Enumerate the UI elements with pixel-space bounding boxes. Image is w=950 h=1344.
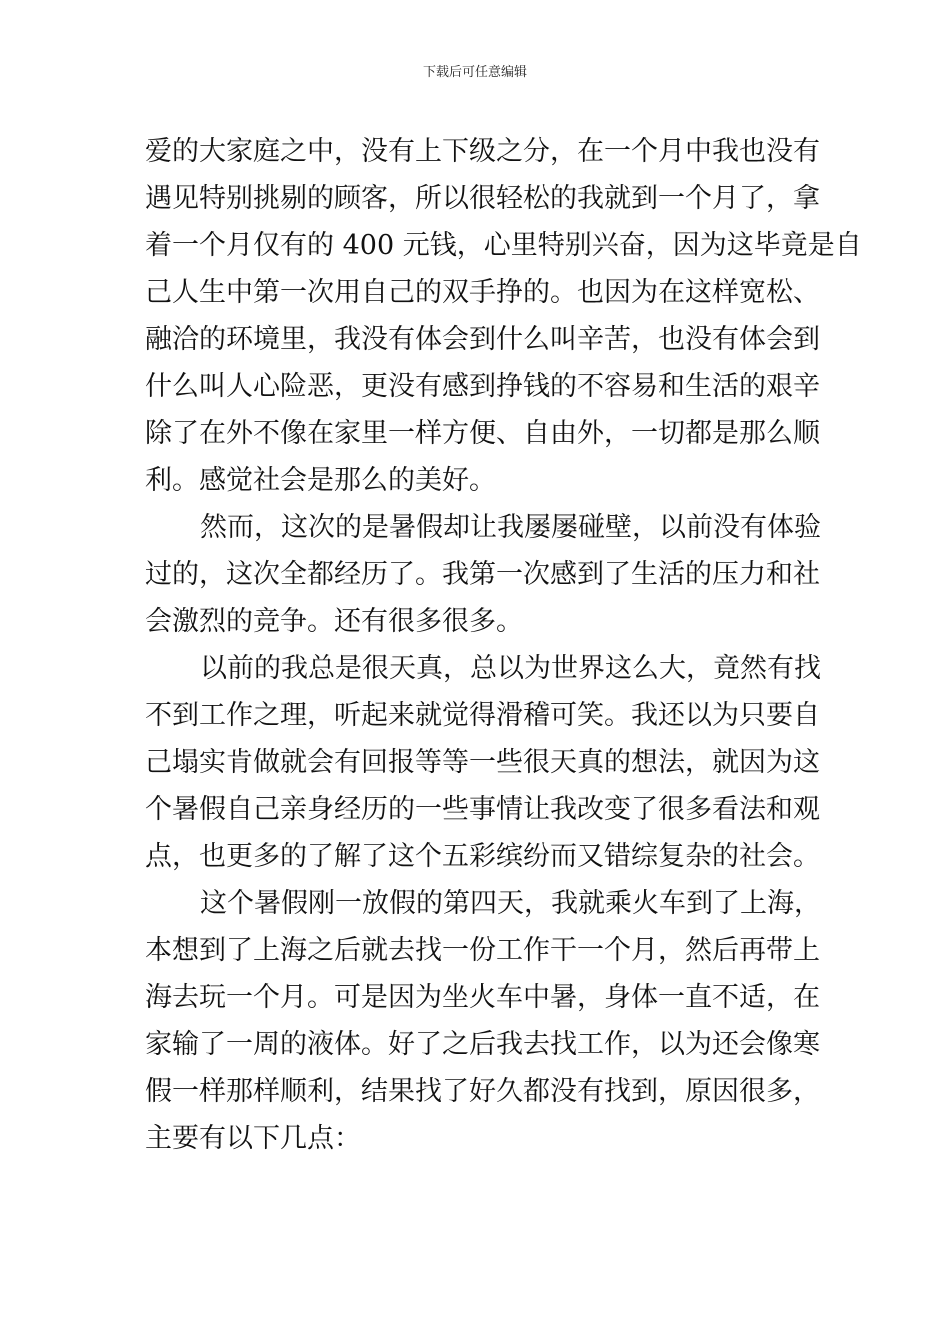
text-line: 以前的我总是很天真，总以为世界这么大，竟然有找: [200, 653, 821, 684]
text-line: 利。感觉社会是那么的美好。: [145, 465, 496, 496]
paragraph-1: [145, 128, 862, 504]
text-line: 己塌实肯做就会有回报等等一些很天真的想法，就因为这: [145, 747, 820, 778]
text-line: 假一样那样顺利，结果找了好久都没有找到，原因很多，: [145, 1076, 820, 1107]
text-line: 家输了一周的液体。好了之后我去找工作，以为还会像寒: [145, 1029, 820, 1060]
paragraph-3: [145, 645, 821, 880]
text-line: 会激烈的竞争。还有很多很多。: [145, 606, 523, 637]
page-header-note: 下载后可任意编辑: [422, 65, 527, 80]
document-body: [145, 128, 862, 1162]
paragraph-4: [145, 880, 821, 1162]
text-line: 遇见特别挑剔的顾客，所以很轻松的我就到一个月了，拿: [145, 183, 820, 214]
text-line: 过的，这次全都经历了。我第一次感到了生活的压力和社: [145, 559, 820, 590]
text-line: 着一个月仅有的 400 元钱，心里特别兴奋，因为这毕竟是自: [145, 230, 862, 261]
text-line: 海去玩一个月。可是因为坐火车中暑，身体一直不适，在: [145, 982, 820, 1013]
text-line: 点，也更多的了解了这个五彩缤纷而又错综复杂的社会。: [145, 841, 820, 872]
text-line: 然而，这次的是暑假却让我屡屡碰壁，以前没有体验: [200, 512, 821, 543]
text-line: 个暑假自己亲身经历的一些事情让我改变了很多看法和观: [145, 794, 820, 825]
text-line: 什么叫人心险恶，更没有感到挣钱的不容易和生活的艰辛: [145, 371, 820, 402]
text-line: 本想到了上海之后就去找一份工作干一个月，然后再带上: [145, 935, 820, 966]
text-line: 爱的大家庭之中，没有上下级之分，在一个月中我也没有: [145, 136, 820, 167]
text-line: 不到工作之理，听起来就觉得滑稽可笑。我还以为只要自: [145, 700, 820, 731]
text-line: 融洽的环境里，我没有体会到什么叫辛苦，也没有体会到: [145, 324, 820, 355]
text-line: 这个暑假刚一放假的第四天，我就乘火车到了上海，: [200, 888, 821, 919]
text-line: 除了在外不像在家里一样方便、自由外，一切都是那么顺: [145, 418, 820, 449]
text-line: 己人生中第一次用自己的双手挣的。也因为在这样宽松、: [145, 277, 820, 308]
paragraph-2: [145, 504, 821, 645]
text-line: 主要有以下几点：: [145, 1123, 361, 1154]
